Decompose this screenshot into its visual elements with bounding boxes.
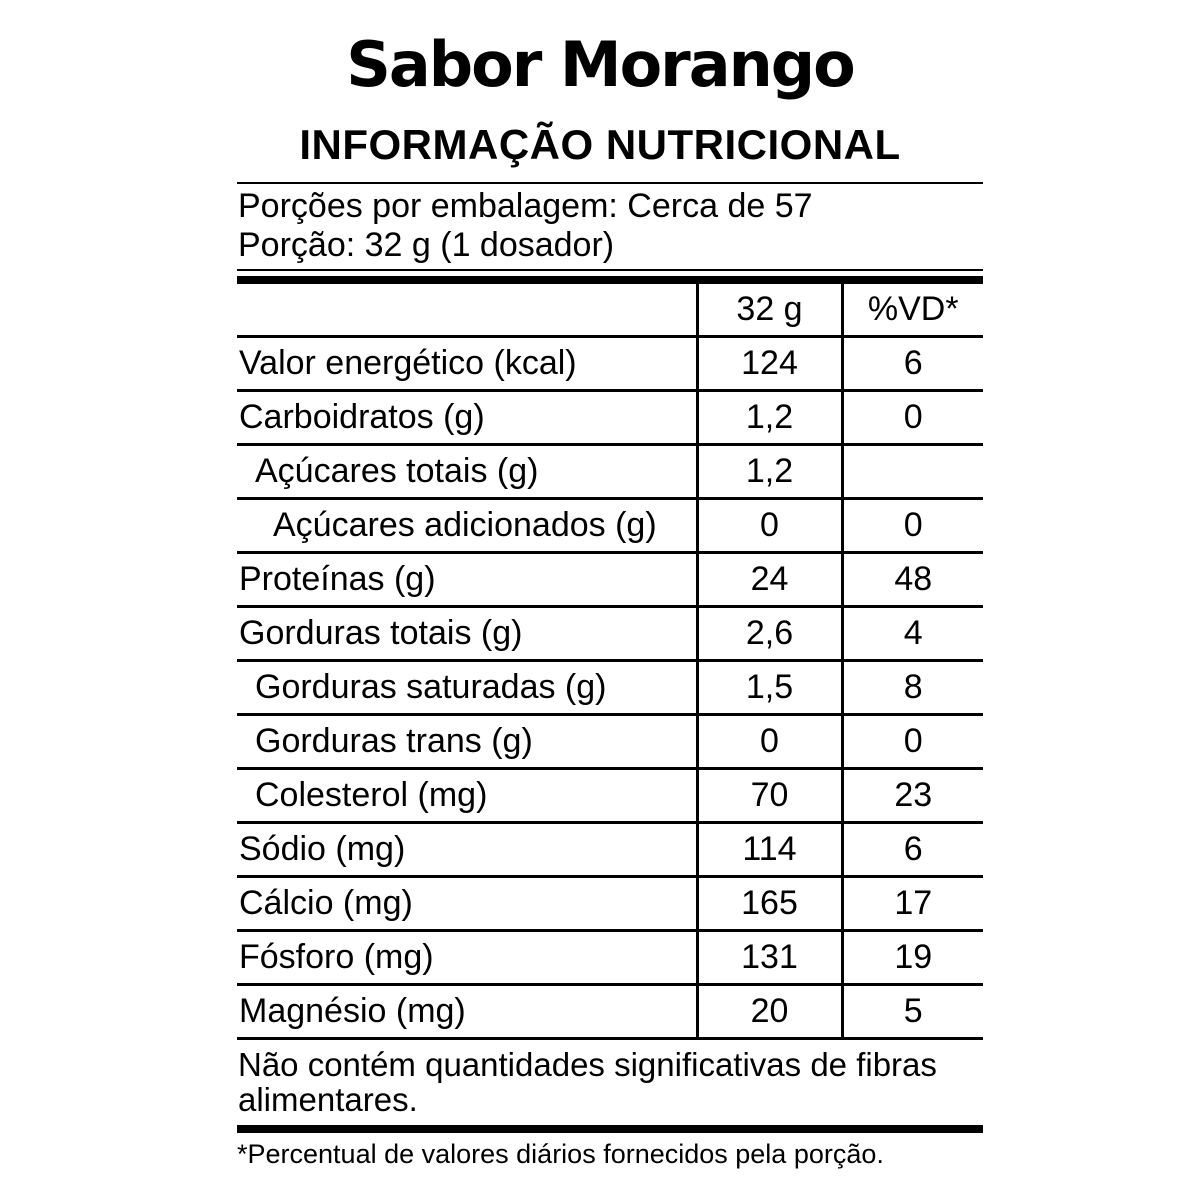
serving-info [237,184,983,269]
nutrient-daily-value: 6 [842,336,983,390]
table-row [237,876,983,930]
nutrient-daily-value: 23 [842,768,983,822]
servings-per-package: Porções por embalagem: Cerca de 57 [238,187,813,226]
table-row [237,768,983,822]
table-row [237,930,983,984]
nutrient-amount: 114 [697,822,842,876]
header-empty-cell [237,284,697,336]
table-row [237,606,983,660]
header-amount-column: 32 g [697,284,842,336]
nutrient-amount: 70 [697,768,842,822]
nutrient-amount: 124 [697,336,842,390]
nutrient-daily-value: 6 [842,822,983,876]
header-daily-value-column: %VD* [842,284,983,336]
table-row [237,498,983,552]
nutrient-name: Valor energético (kcal) [237,336,697,390]
table-row [237,984,983,1038]
table-header-row [237,284,983,336]
nutrient-name: Gorduras saturadas (g) [237,660,697,714]
table-row [237,444,983,498]
nutrient-name: Cálcio (mg) [237,876,697,930]
nutrient-name: Sódio (mg) [237,822,697,876]
divider-thick-bottom [237,1125,983,1133]
label-body [237,182,983,1170]
divider-thick-top [237,276,983,284]
nutrient-daily-value [842,444,983,498]
fiber-note: Não contém quantidades significativas de fibras alimentares. [238,1045,937,1118]
table-row [237,390,983,444]
nutrient-amount: 2,6 [697,606,842,660]
table-row [237,822,983,876]
nutrient-daily-value: 19 [842,930,983,984]
nutrient-name: Açúcares totais (g) [237,444,697,498]
nutrient-name: Gorduras trans (g) [237,714,697,768]
nutrient-name: Açúcares adicionados (g) [237,498,697,552]
nutrient-amount: 131 [697,930,842,984]
table-row [237,552,983,606]
nutrient-name: Fósforo (mg) [237,930,697,984]
serving-size: Porção: 32 g (1 dosador) [238,226,615,265]
nutrient-name: Colesterol (mg) [237,768,697,822]
daily-value-footnote: *Percentual de valores diários fornecidos pela porção. [237,1138,884,1169]
nutrient-name: Gorduras totais (g) [237,606,697,660]
nutrient-name: Proteínas (g) [237,552,697,606]
nutrient-amount: 20 [697,984,842,1038]
nutrition-table [237,284,983,1040]
nutrient-amount: 0 [697,498,842,552]
nutrient-name: Magnésio (mg) [237,984,697,1038]
nutrient-daily-value: 0 [842,390,983,444]
nutrient-amount: 24 [697,552,842,606]
nutrient-daily-value: 5 [842,984,983,1038]
table-row [237,714,983,768]
nutrient-name: Carboidratos (g) [237,390,697,444]
nutrient-daily-value: 0 [842,498,983,552]
nutrient-daily-value: 4 [842,606,983,660]
nutrition-facts-title: INFORMAÇÃO NUTRICIONAL [299,121,901,169]
flavor-title: Sabor Morango [346,28,854,101]
nutrient-daily-value: 17 [842,876,983,930]
table-row [237,336,983,390]
nutrient-amount: 1,2 [697,444,842,498]
nutrient-daily-value: 0 [842,714,983,768]
table-row [237,660,983,714]
nutrient-daily-value: 8 [842,660,983,714]
nutrient-amount: 165 [697,876,842,930]
nutrient-daily-value: 48 [842,552,983,606]
nutrient-amount: 0 [697,714,842,768]
nutrient-amount: 1,5 [697,660,842,714]
nutrition-table-body [237,336,983,1038]
nutrient-amount: 1,2 [697,390,842,444]
